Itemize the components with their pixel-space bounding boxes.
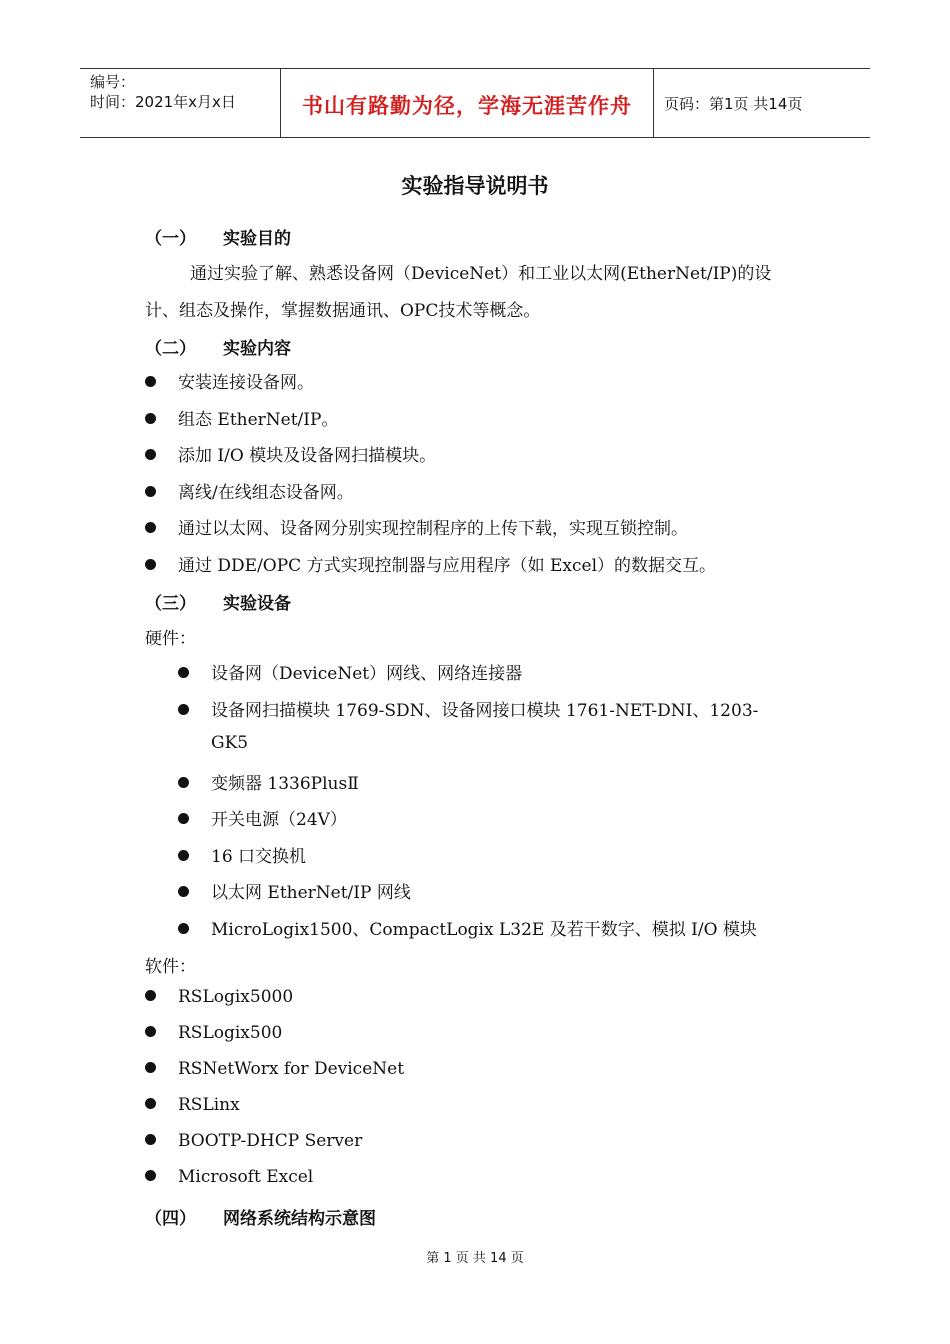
bullet-icon — [145, 449, 156, 460]
list-item: 离线/在线组态设备网。 — [145, 478, 354, 503]
purpose-line-2: 计、组态及操作，掌握数据通讯、OPC技术等概念。 — [145, 301, 541, 321]
list-item: 通过 DDE/OPC 方式实现控制器与应用程序（如 Excel）的数据交互。 — [145, 551, 716, 576]
list-item: 设备网（DeviceNet）网线、网络连接器 — [178, 659, 522, 684]
list-item: BOOTP-DHCP Server — [145, 1131, 362, 1151]
list-item: 添加 I/O 模块及设备网扫描模块。 — [145, 441, 436, 466]
page-footer: 第 1 页 共 14 页 — [426, 1251, 524, 1266]
list-item: 变频器 1336PlusⅡ — [178, 769, 359, 794]
bullet-icon — [178, 923, 189, 934]
list-item: 16 口交换机 — [178, 842, 306, 867]
section-title: 实验设备 — [223, 594, 291, 614]
bullet-icon — [178, 813, 189, 824]
bullet-icon — [145, 486, 156, 497]
section-title: 网络系统结构示意图 — [223, 1209, 376, 1229]
bullet-icon — [145, 413, 156, 424]
purpose-line-1: 通过实验了解、熟悉设备网（DeviceNet）和工业以太网(EtherNet/IP)的设 — [190, 264, 772, 284]
bullet-icon — [145, 559, 156, 570]
bullet-icon — [178, 704, 189, 715]
list-item-continuation: GK5 — [211, 733, 249, 753]
hardware-label: 硬件： — [145, 629, 196, 649]
section-heading-1 — [145, 224, 291, 249]
section-heading-3 — [145, 589, 291, 614]
bullet-icon — [178, 850, 189, 861]
list-item: RSLogix500 — [145, 1023, 282, 1043]
list-item: 设备网扫描模块 1769-SDN、设备网接口模块 1761-NET-DNI、1203- — [178, 696, 758, 721]
date-label: 时间：2021年x月x日 — [90, 93, 236, 111]
list-item: Microsoft Excel — [145, 1167, 313, 1187]
bullet-icon — [145, 990, 156, 1001]
software-label: 软件： — [145, 957, 196, 977]
bullet-icon — [145, 522, 156, 533]
page-header — [80, 68, 870, 138]
list-item: RSLogix5000 — [145, 987, 293, 1007]
bullet-icon — [178, 777, 189, 788]
bullet-icon — [178, 667, 189, 678]
list-item: 通过以太网、设备网分别实现控制程序的上传下载，实现互锁控制。 — [145, 514, 688, 539]
section-title: 实验内容 — [223, 339, 291, 359]
motto: 书山有路勤为径，学海无涯苦作舟 — [302, 94, 632, 118]
section-title: 实验目的 — [223, 229, 291, 249]
header-page-cell — [654, 69, 870, 137]
section-number: （二） — [145, 339, 196, 359]
page-info: 页码：第1页 共14页 — [664, 95, 803, 113]
section-number: （一） — [145, 229, 196, 249]
header-motto-cell — [281, 69, 654, 137]
list-item: 开关电源（24V） — [178, 805, 347, 830]
bullet-icon — [145, 1170, 156, 1181]
list-item: MicroLogix1500、CompactLogix L32E 及若干数字、模拟 I/O 模块 — [178, 915, 757, 940]
section-heading-2 — [145, 334, 291, 359]
bullet-icon — [145, 1026, 156, 1037]
header-meta-cell — [80, 69, 281, 137]
list-item: 组态 EtherNet/IP。 — [145, 405, 338, 430]
bullet-icon — [145, 1098, 156, 1109]
document-title: 实验指导说明书 — [401, 174, 549, 198]
bullet-icon — [145, 1062, 156, 1073]
list-item: RSLinx — [145, 1095, 240, 1115]
number-label: 编号： — [90, 73, 136, 91]
section-number: （四） — [145, 1209, 196, 1229]
section-number: （三） — [145, 594, 196, 614]
bullet-icon — [145, 1134, 156, 1145]
bullet-icon — [145, 376, 156, 387]
section-heading-4 — [145, 1204, 376, 1229]
list-item: 以太网 EtherNet/IP 网线 — [178, 878, 411, 903]
list-item: RSNetWorx for DeviceNet — [145, 1059, 404, 1079]
list-item: 安装连接设备网。 — [145, 368, 314, 393]
bullet-icon — [178, 886, 189, 897]
